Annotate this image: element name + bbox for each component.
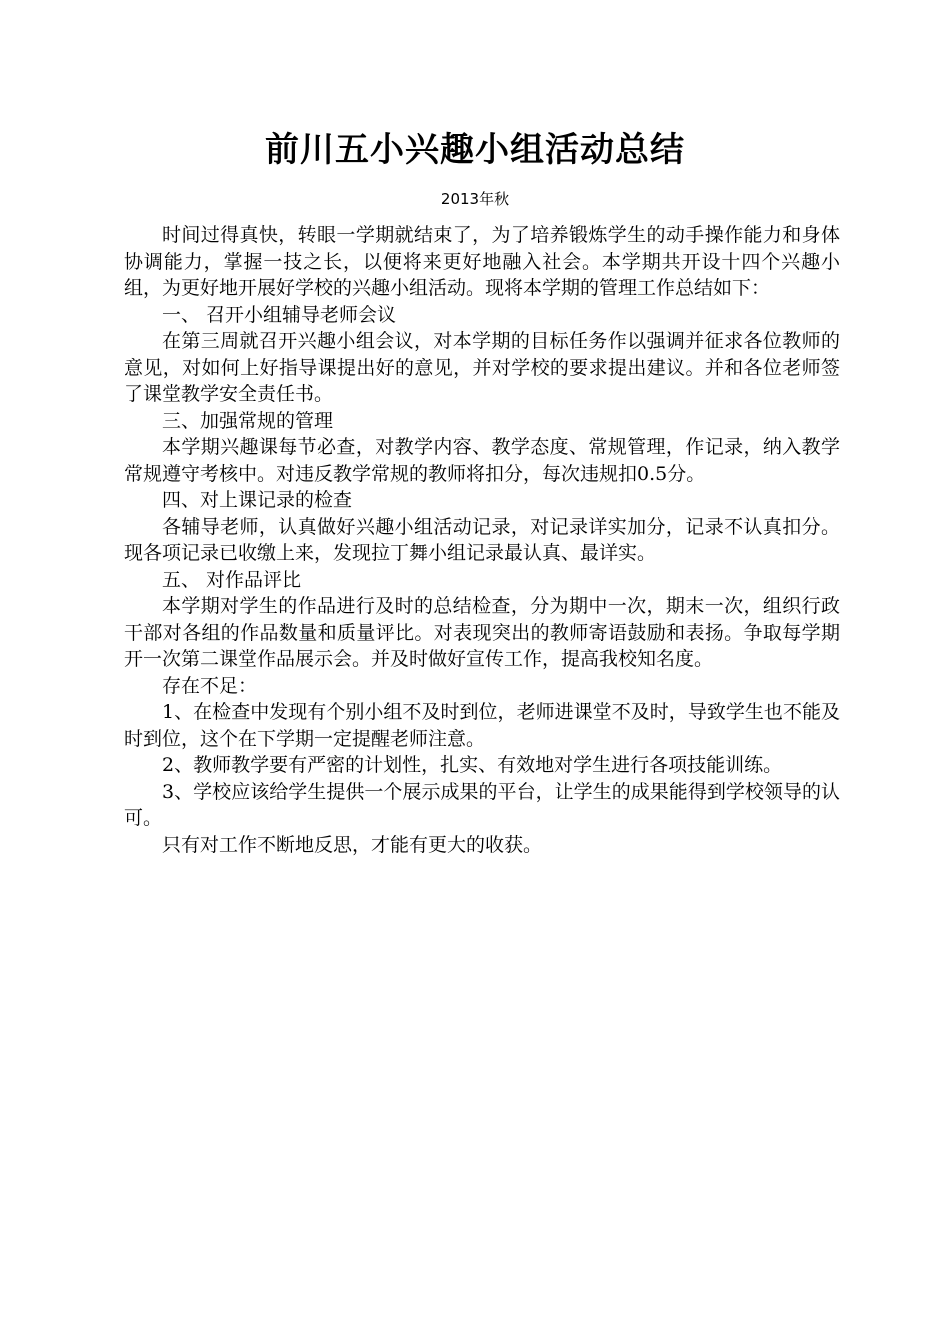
paragraph-section-5: 本学期对学生的作品进行及时的总结检查，分为期中一次，期末一次，组织行政干部对各组的作品数量和质量评比。对表现突出的教师寄语鼓励和表扬。争取每学期开一次第二课堂作品展示会。并及时做好宣传工作，提高我校知名度。 bbox=[124, 595, 840, 670]
closing-paragraph: 只有对工作不断地反思，才能有更大的收获。 bbox=[162, 833, 543, 856]
section-heading-4: 四、对上课记录的检查 bbox=[162, 489, 353, 511]
document-subtitle: 2013年秋 bbox=[440, 190, 510, 208]
paragraph-section-4: 各辅导老师，认真做好兴趣小组活动记录，对记录详实加分，记录不认真扣分。现各项记录已收缴上来，发现拉丁舞小组记录最认真、最详实。 bbox=[124, 515, 840, 564]
section-heading-1: 一、 召开小组辅导老师会议 bbox=[162, 303, 397, 326]
document-body bbox=[124, 222, 840, 858]
paragraph-section-3: 本学期兴趣课每节必查，对教学内容、教学态度、常规管理，作记录，纳入教学常规遵守考核中。对违反教学常规的教师将扣分，每次违规扣0.5分。 bbox=[124, 436, 840, 485]
section-heading-5: 五、 对作品评比 bbox=[162, 568, 302, 591]
paragraph-intro: 时间过得真快，转眼一学期就结束了，为了培养锻炼学生的动手操作能力和身体协调能力，掌握一技之长，以便将来更好地融入社会。本学期共开设十四个兴趣小组，为更好地开展好学校的兴趣小组活动。现将本学期的管理工作总结如下： bbox=[124, 224, 840, 299]
section-heading-3: 三、加强常规的管理 bbox=[162, 409, 334, 432]
shortcoming-item-3: 3、学校应该给学生提供一个展示成果的平台，让学生的成果能得到学校领导的认可。 bbox=[124, 780, 840, 829]
shortcoming-item-2: 2、教师教学要有严密的计划性，扎实、有效地对学生进行各项技能训练。 bbox=[162, 754, 783, 776]
shortcomings-heading: 存在不足： bbox=[162, 674, 258, 697]
paragraph-section-1: 在第三周就召开兴趣小组会议，对本学期的目标任务作以强调并征求各位教师的意见，对如何上好指导课提出好的意见，并对学校的要求提出建议。并和各位老师签了课堂教学安全责任书。 bbox=[124, 330, 840, 405]
shortcoming-item-1: 1、在检查中发现有个别小组不及时到位，老师进课堂不及时，导致学生也不能及时到位，这个在下学期一定提醒老师注意。 bbox=[124, 701, 840, 750]
document-title: 前川五小兴趣小组活动总结 bbox=[265, 130, 685, 170]
